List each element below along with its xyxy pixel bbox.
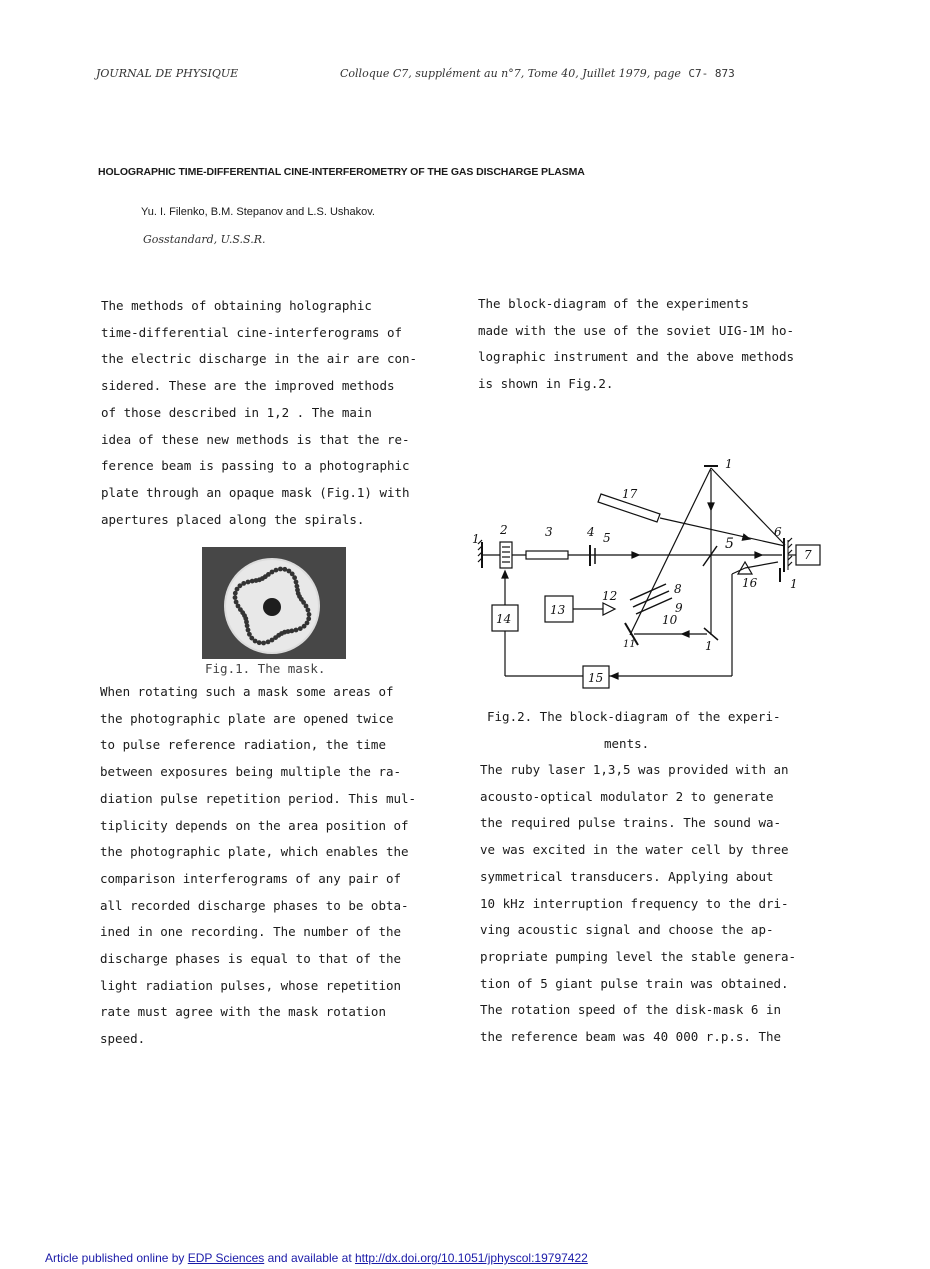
mask-aperture (274, 568, 279, 573)
text-line: speed. (100, 1031, 146, 1047)
fig2-label-17: 17 (622, 487, 638, 501)
text-line: to pulse reference radiation, the time (100, 737, 386, 753)
text-line: ve was excited in the water cell by three (480, 842, 789, 858)
text-line: ined in one recording. The number of the (100, 924, 402, 940)
mask-aperture (294, 580, 299, 585)
fig2-label-12: 12 (602, 589, 618, 603)
text-line: time-differential cine-interferograms of (101, 324, 403, 340)
fig2-label-11: 11 (623, 639, 636, 650)
mask-aperture (307, 612, 312, 617)
footer-note (45, 1251, 588, 1265)
mask-aperture (306, 616, 311, 621)
right-column-paragraph-2 (480, 757, 796, 1051)
text-line: made with the use of the soviet UIG-1M ho- (478, 322, 795, 338)
fig2-label-7: 7 (804, 548, 812, 562)
right-column-paragraph-1 (478, 291, 794, 398)
text-line: discharge phases is equal to that of the (100, 951, 402, 967)
text-line: the reference beam was 40 000 r.p.s. The (480, 1029, 782, 1045)
mask-aperture (257, 640, 262, 645)
fig2-label-3: 3 (545, 525, 553, 539)
fig2-label-5a: 5 (603, 531, 611, 545)
text-line: of those described in 1,2 . The main (101, 404, 372, 420)
text-line: the photographic plate, which enables the (100, 844, 409, 860)
mask-aperture (301, 600, 306, 605)
fig2-label-15: 15 (588, 671, 604, 685)
text-line: The rotation speed of the disk-mask 6 in (480, 1002, 782, 1018)
mask-aperture (241, 581, 246, 586)
fig2-label-1-left: 1 (472, 532, 480, 546)
figure-2-caption-line-2: ments. (604, 736, 650, 751)
fig2-label-10: 10 (662, 613, 678, 627)
fig2-label-1-bottom: 1 (705, 639, 713, 653)
fig2-label-1-top: 1 (725, 457, 733, 471)
fig2-label-8: 8 (674, 582, 682, 596)
text-line: tion of 5 giant pulse train was obtained. (480, 975, 789, 991)
fig2-label-13: 13 (550, 603, 566, 617)
mask-aperture (294, 628, 299, 633)
text-line: plate through an opaque mask (Fig.1) with (101, 484, 410, 500)
mask-aperture (278, 567, 283, 572)
text-line: symmetrical transducers. Applying about (480, 868, 774, 884)
page-number: C7- 873 (688, 67, 735, 80)
fig2-label-14: 14 (496, 612, 512, 626)
fig2-label-1-right: 1 (790, 577, 798, 591)
text-line: When rotating such a mask some areas of (100, 684, 394, 699)
text-line: idea of these new methods is that the re- (101, 431, 410, 447)
text-line: acousto-optical modulator 2 to generate (480, 788, 774, 804)
mask-aperture (266, 640, 271, 645)
footer-middle: and available at (264, 1251, 355, 1265)
mask-aperture (282, 567, 287, 572)
mask-aperture (298, 626, 303, 631)
text-line: comparison interferograms of any pair of (100, 870, 402, 886)
figure-2-caption-line-1: Fig.2. The block-diagram of the experi- (487, 709, 781, 724)
fig2-label-16: 16 (742, 576, 758, 590)
issue-info (340, 67, 735, 80)
text-line: diation pulse repetition period. This mul- (100, 790, 417, 806)
text-line: The block-diagram of the experiments (478, 296, 749, 311)
text-line: The ruby laser 1,3,5 was provided with an (480, 762, 789, 777)
figure-1-caption: Fig.1. The mask. (205, 661, 326, 676)
fig2-label-4: 4 (587, 525, 595, 539)
footer-prefix: Article published online by (45, 1251, 188, 1265)
fig2-label-2: 2 (500, 523, 508, 537)
mask-aperture (261, 641, 266, 646)
fig2-label-5b: 5 (725, 536, 734, 552)
paper-authors: Yu. I. Filenko, B.M. Stepanov and L.S. Ushakov. (141, 206, 375, 218)
text-line: light radiation pulses, whose repetition (100, 977, 402, 993)
text-line: ving acoustic signal and choose the ap- (480, 922, 774, 938)
text-line: tiplicity depends on the area position of (100, 817, 409, 833)
mask-aperture (292, 575, 297, 580)
journal-name: JOURNAL DE PHYSIQUE (96, 67, 239, 80)
publisher-link[interactable]: EDP Sciences (187, 1251, 265, 1265)
mask-aperture (306, 608, 311, 613)
text-line: apertures placed along the spirals. (101, 511, 365, 527)
left-column-paragraph-2 (100, 679, 416, 1053)
mask-aperture (233, 591, 238, 596)
text-line: is shown in Fig.2. (478, 376, 614, 392)
text-line: The methods of obtaining holographic (101, 298, 372, 313)
left-column-paragraph-1 (101, 293, 417, 533)
text-line: all recorded discharge phases to be obta- (100, 897, 409, 913)
fig2-label-9: 9 (675, 601, 683, 615)
text-line: ference beam is passing to a photographic (101, 458, 410, 474)
block-diagram-svg (470, 450, 830, 695)
figure-2-block-diagram (470, 450, 830, 695)
text-line: lographic instrument and the above methods (478, 349, 795, 365)
fig2-label-6: 6 (774, 525, 782, 539)
text-line: the electric discharge in the air are con- (101, 351, 418, 367)
text-line: propriate pumping level the stable genera- (480, 948, 797, 964)
mask-aperture (246, 628, 251, 633)
mask-image (202, 547, 346, 659)
text-line: between exposures being multiple the ra- (100, 764, 402, 780)
mask-aperture (233, 595, 238, 600)
text-line: 10 kHz interruption frequency to the dri- (480, 895, 789, 911)
paper-affiliation: Gosstandard, U.S.S.R. (143, 233, 266, 246)
text-line: the required pulse trains. The sound wa- (480, 815, 782, 831)
text-line: the photographic plate are opened twice (100, 710, 394, 726)
mask-aperture (234, 600, 239, 605)
paper-title: HOLOGRAPHIC TIME-DIFFERENTIAL CINE-INTERFEROMETRY OF THE GAS DISCHARGE PLASMA (98, 166, 585, 178)
figure-1-mask-photo (202, 547, 346, 659)
text-line: rate must agree with the mask rotation (100, 1004, 386, 1020)
issue-text: Colloque C7, supplément au n°7, Tome 40, Juillet 1979, page (340, 67, 681, 80)
mask-aperture (246, 580, 251, 585)
text-line: sidered. These are the improved methods (101, 378, 395, 394)
doi-link[interactable]: http://dx.doi.org/10.1051/jphyscol:19797422 (354, 1251, 588, 1265)
mask-aperture (247, 632, 252, 637)
